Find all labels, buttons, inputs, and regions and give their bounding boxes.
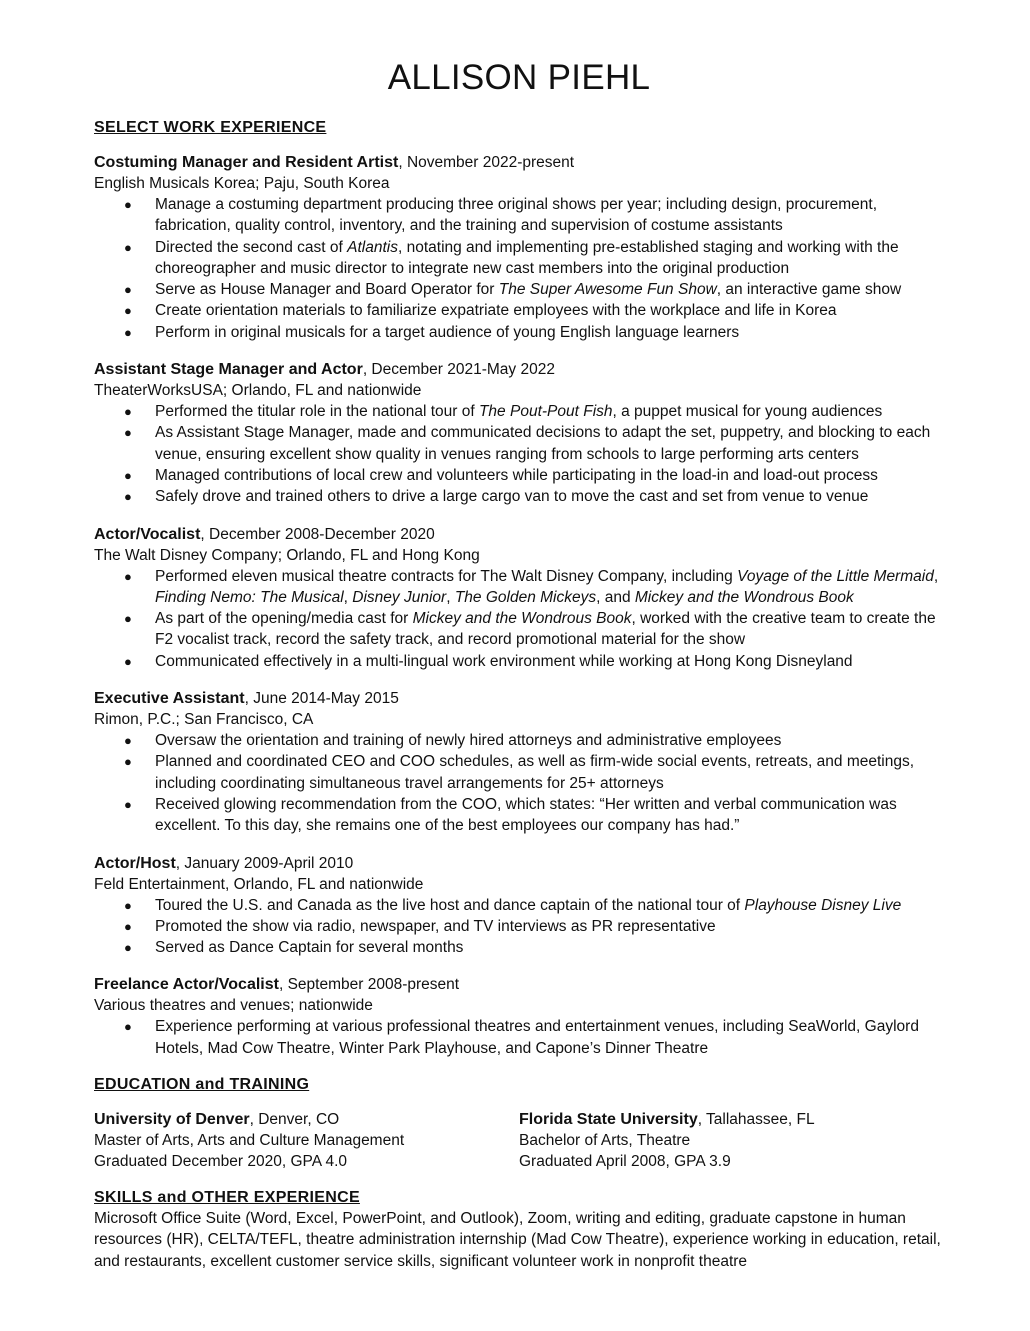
job-heading bbox=[94, 853, 944, 874]
job-title: Actor/Vocalist bbox=[94, 525, 201, 543]
bullet-icon: ● bbox=[124, 897, 132, 913]
bullet-item bbox=[94, 401, 944, 422]
job-title: Freelance Actor/Vocalist bbox=[94, 976, 279, 994]
job-entry bbox=[94, 974, 944, 1059]
school-location: , Denver, CO bbox=[249, 1111, 340, 1129]
bullet-text: Experience performing at various professional theatres and entertainment venues, including SeaWorld, Gaylord Hotels, Mad Cow Theatre, Winter Park Playhouse, and Capone’s Dinner Theatre bbox=[155, 1018, 919, 1057]
bullet-item bbox=[94, 651, 944, 672]
education-entry bbox=[519, 1109, 944, 1172]
bullet-item bbox=[94, 194, 944, 237]
job-entry bbox=[94, 152, 944, 343]
job-organization: Various theatres and venues; nationwide bbox=[94, 997, 373, 1015]
job-bullets bbox=[94, 194, 944, 343]
job-entry bbox=[94, 853, 944, 959]
bullet-text: , an interactive game show bbox=[716, 281, 902, 299]
bullet-text: Served as Dance Captain for several months bbox=[155, 939, 464, 957]
bullet-item bbox=[94, 300, 944, 321]
bullet-text: , a puppet musical for young audiences bbox=[612, 403, 883, 421]
bullet-text: Serve as House Manager and Board Operator for bbox=[155, 281, 499, 299]
italic-title: Playhouse Disney Live bbox=[744, 896, 902, 914]
bullet-item bbox=[94, 322, 944, 343]
degree: Master of Arts, Arts and Culture Management bbox=[94, 1132, 405, 1150]
bullet-icon: ● bbox=[124, 918, 132, 934]
bullet-item bbox=[94, 730, 944, 751]
job-dates: , December 2008-December 2020 bbox=[200, 525, 435, 543]
bullet-icon: ● bbox=[124, 1019, 132, 1035]
job-organization: Feld Entertainment, Orlando, FL and nationwide bbox=[94, 875, 424, 893]
job-dates: , December 2021-May 2022 bbox=[362, 361, 555, 379]
bullet-text: As Assistant Stage Manager, made and communicated decisions to adapt the set, puppetry, and blocking to each venue, ensuring excellent show quality in venues ranging from schools to large performing arts centers bbox=[155, 424, 931, 463]
section-title-education: EDUCATION and TRAINING bbox=[94, 1076, 310, 1094]
job-bullets bbox=[94, 401, 944, 507]
bullet-item bbox=[94, 465, 944, 486]
bullet-icon: ● bbox=[124, 197, 132, 212]
skills-text: Microsoft Office Suite (Word, Excel, PowerPoint, and Outlook), Zoom, writing and editing, graduate capstone in human resources (HR), CELTA/TEFL, theatre administration internship (Mad Cow Theatre), experience working in education, retail, and restaurants, excellent customer service skills, significant volunteer work in nonprofit theatre bbox=[94, 1210, 941, 1270]
job-entry bbox=[94, 359, 944, 507]
education-entry bbox=[94, 1109, 519, 1172]
bullet-icon: ● bbox=[124, 467, 132, 483]
education-block bbox=[94, 1109, 944, 1172]
bullet-text: , worked with the creative team to create the F2 vocalist track, record the safety track, and record promotional material for the show bbox=[155, 610, 936, 649]
bullet-text: Directed the second cast of bbox=[155, 238, 348, 256]
bullet-icon: ● bbox=[124, 489, 132, 505]
bullet-item bbox=[94, 794, 944, 837]
italic-title: Disney Junior bbox=[352, 588, 447, 606]
italic-title: Atlantis bbox=[347, 238, 398, 256]
school-name: University of Denver bbox=[94, 1111, 250, 1129]
bullet-item bbox=[94, 751, 944, 794]
bullet-icon: ● bbox=[124, 940, 132, 956]
bullet-icon: ● bbox=[124, 568, 132, 584]
bullet-text: , and bbox=[596, 588, 635, 606]
bullet-text: Communicated effectively in a multi-lingual work environment while working at Hong Kong Disneyland bbox=[155, 652, 853, 670]
job-entry bbox=[94, 688, 944, 836]
job-bullets bbox=[94, 730, 944, 836]
bullet-text: , bbox=[446, 588, 455, 606]
bullet-item bbox=[94, 422, 944, 465]
bullet-item bbox=[94, 608, 944, 651]
bullet-icon: ● bbox=[124, 796, 132, 812]
job-entry bbox=[94, 524, 944, 672]
section-title-skills: SKILLS and OTHER EXPERIENCE bbox=[94, 1189, 360, 1207]
candidate-name: ALLISON PIEHL bbox=[387, 58, 651, 97]
bullet-text: Oversaw the orientation and training of newly hired attorneys and administrative employees bbox=[155, 732, 782, 750]
degree: Bachelor of Arts, Theatre bbox=[519, 1132, 691, 1150]
italic-title: Mickey and the Wondrous Book bbox=[634, 588, 854, 606]
job-title: Assistant Stage Manager and Actor bbox=[94, 361, 363, 379]
section-title-work: SELECT WORK EXPERIENCE bbox=[94, 119, 327, 136]
bullet-item bbox=[94, 237, 944, 280]
bullet-text: Toured the U.S. and Canada as the live host and dance captain of the national tour of bbox=[155, 896, 745, 914]
job-bullets bbox=[94, 566, 944, 672]
bullet-icon: ● bbox=[124, 754, 132, 770]
job-heading bbox=[94, 152, 944, 173]
italic-title: The Pout-Pout Fish bbox=[478, 403, 613, 421]
italic-title: Finding Nemo: The Musical bbox=[155, 588, 344, 606]
school-name: Florida State University bbox=[519, 1111, 698, 1129]
bullet-icon: ● bbox=[124, 611, 132, 627]
bullet-icon: ● bbox=[124, 425, 132, 441]
job-dates: , January 2009-April 2010 bbox=[175, 854, 354, 872]
bullet-item bbox=[94, 895, 944, 916]
bullet-icon: ● bbox=[124, 239, 132, 255]
job-organization: The Walt Disney Company; Orlando, FL and Hong Kong bbox=[94, 546, 480, 564]
job-dates: , September 2008-present bbox=[278, 976, 460, 994]
bullet-item bbox=[94, 486, 944, 507]
bullet-text: Performed eleven musical theatre contracts for The Walt Disney Company, including bbox=[155, 567, 738, 585]
bullet-item bbox=[94, 1016, 944, 1059]
bullet-text: Managed contributions of local crew and volunteers while participating in the load-in and load-out process bbox=[155, 466, 878, 484]
italic-title: The Super Awesome Fun Show bbox=[498, 281, 717, 299]
job-dates: , June 2014-May 2015 bbox=[244, 690, 399, 708]
job-title: Costuming Manager and Resident Artist bbox=[94, 154, 399, 171]
bullet-text: Performed the titular role in the national tour of bbox=[155, 403, 479, 421]
bullet-icon: ● bbox=[124, 653, 132, 669]
italic-title: Voyage of the Little Mermaid bbox=[737, 567, 934, 585]
bullet-text: As part of the opening/media cast for bbox=[155, 610, 413, 628]
bullet-text: Manage a costuming department producing three original shows per year; including design, procurement, fabrication, quality control, inventory, and the training and supervision of costume assistants bbox=[155, 196, 878, 235]
bullet-text: Safely drove and trained others to drive a large cargo van to move the cast and set from venue to venue bbox=[155, 488, 869, 506]
job-heading bbox=[94, 974, 944, 995]
bullet-icon: ● bbox=[124, 303, 132, 319]
italic-title: The Golden Mickeys bbox=[454, 588, 597, 606]
bullet-text: Promoted the show via radio, newspaper, and TV interviews as PR representative bbox=[155, 917, 716, 935]
job-organization: TheaterWorksUSA; Orlando, FL and nationwide bbox=[94, 382, 422, 400]
bullet-icon: ● bbox=[124, 404, 132, 420]
bullet-icon: ● bbox=[124, 282, 132, 298]
resume-page bbox=[94, 56, 944, 1272]
job-title: Actor/Host bbox=[94, 854, 176, 872]
work-experience-list bbox=[94, 152, 944, 1059]
bullet-text: , bbox=[933, 567, 939, 585]
bullet-item bbox=[94, 937, 944, 958]
bullet-text: , notating and implementing pre-established staging and working with the choreographer and music director to integrate new cast members into the original production bbox=[155, 238, 899, 277]
bullet-text: Perform in original musicals for a target audience of young English language learners bbox=[155, 323, 740, 341]
bullet-text: Planned and coordinated CEO and COO schedules, as well as firm-wide social events, retreats, and meetings, including coordinating simultaneous travel arrangements for 25+ attorneys bbox=[155, 753, 915, 792]
school-location: , Tallahassee, FL bbox=[697, 1111, 815, 1129]
bullet-item bbox=[94, 566, 944, 609]
job-title: Executive Assistant bbox=[94, 690, 245, 708]
bullet-text: , bbox=[343, 588, 353, 606]
job-bullets bbox=[94, 895, 944, 959]
job-bullets bbox=[94, 1016, 944, 1059]
job-organization: English Musicals Korea; Paju, South Korea bbox=[94, 175, 390, 192]
italic-title: Mickey and the Wondrous Book bbox=[412, 610, 632, 628]
bullet-text: Create orientation materials to familiarize expatriate employees with the workplace and life in Korea bbox=[155, 302, 837, 320]
job-dates: , November 2022-present bbox=[398, 154, 575, 171]
bullet-item bbox=[94, 916, 944, 937]
bullet-item bbox=[94, 279, 944, 300]
job-organization: Rimon, P.C.; San Francisco, CA bbox=[94, 711, 314, 729]
job-heading bbox=[94, 359, 944, 380]
bullet-icon: ● bbox=[124, 324, 132, 340]
job-heading bbox=[94, 524, 944, 545]
bullet-text: Received glowing recommendation from the COO, which states: “Her written and verbal communication was excellent. To this day, she remains one of the best employees our company has had.” bbox=[155, 795, 897, 835]
graduation: Graduated December 2020, GPA 4.0 bbox=[94, 1153, 348, 1171]
bullet-icon: ● bbox=[124, 733, 132, 749]
job-heading bbox=[94, 688, 944, 709]
graduation: Graduated April 2008, GPA 3.9 bbox=[519, 1153, 731, 1171]
